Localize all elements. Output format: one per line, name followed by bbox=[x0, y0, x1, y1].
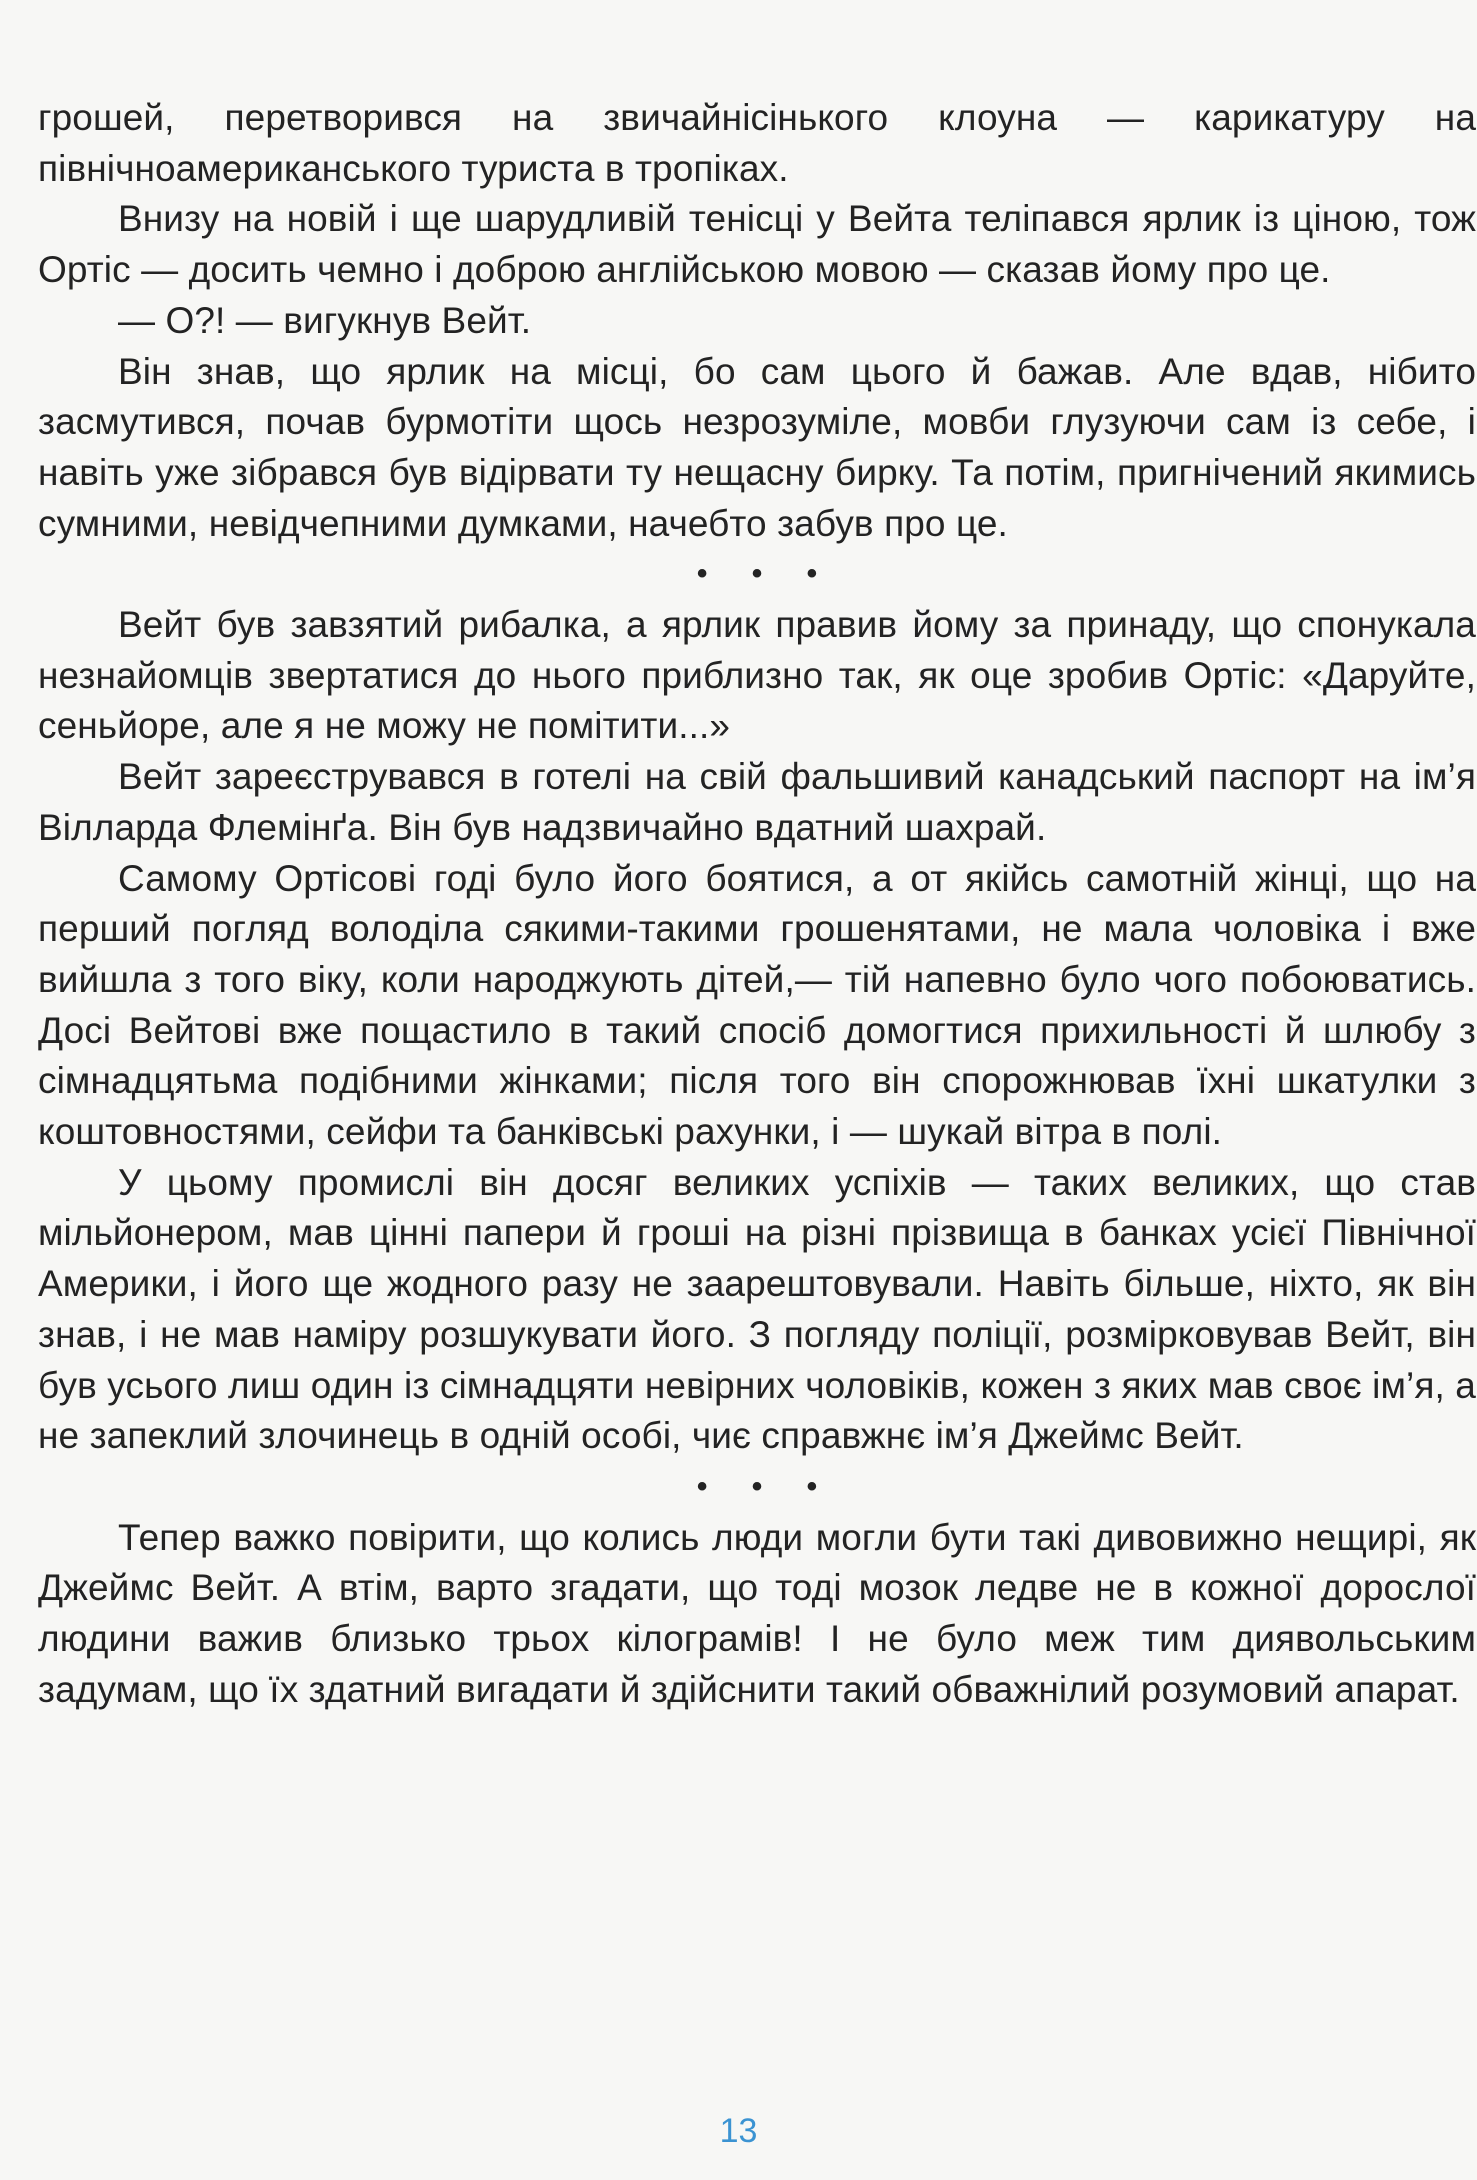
paragraph: Вейт був завзятий рибалка, а ярлик правив йому за принаду, що спонукала незнайомців звертатися до нього приблизно так, як оце зробив Ортіс: «Даруйте, сеньйоре, але я не можу не помітити...» bbox=[38, 604, 1476, 747]
section-separator: • • • bbox=[696, 1469, 836, 1503]
paragraph: Самому Ортісові годі було його боятися, а от якійсь самотній жінці, що на перший погляд володіла сякими-такими грошенятами, не мала чоловіка і вже вийшла з того віку, коли народжують дітей,— тій напевно було чого побоюватись. Досі Вейтові вже пощастило в такий спосіб домогтися прихильності й шлюбу з сімнадцятьма подібними жінками; після того він спорожнював їхні шкатулки з коштовностями, сейфи та банківські рахунки, і — шукай вітра в полі. bbox=[38, 857, 1476, 1153]
paragraph: Тепер важко повірити, що колись люди могли бути такі дивовижно нещирі, як Джеймс Вейт. А втім, варто згадати, що тоді мозок ледве не в кожної дорослої людини важив близько трьох кілограмів! І не було меж тим диявольським задумам, що їх здатний вигадати й здійснити такий обважнілий розумовий апарат. bbox=[38, 1516, 1476, 1710]
paragraph: У цьому промислі він досяг великих успіхів — таких великих, що став мільйонером, мав цінні папери й гроші на різні прізвища в банках усієї Північної Америки, і його ще жодного разу не заарештовували. Навіть більше, ніхто, як він знав, і не мав наміру розшукувати його. З погляду поліції, розмірковував Вейт, він був усього лиш один із сімнадцяти невірних чоловіків, кожен з яких мав своє ім’я, а не запеклий злочинець в одній особі, чиє справжнє ім’я Джеймс Вейт. bbox=[38, 1161, 1476, 1457]
section-separator: • • • bbox=[696, 557, 836, 591]
paragraph: — О?! — вигукнув Вейт. bbox=[118, 299, 532, 341]
paragraph: Вейт зареєструвався в готелі на свій фальшивий канадський паспорт на ім’я Вілларда Флемінґа. Він був надзвичайно вдатний шахрай. bbox=[38, 756, 1476, 848]
page-number: 13 bbox=[719, 2112, 758, 2150]
paragraph: Він знав, що ярлик на місці, бо сам цього й бажав. Але вдав, нібито засмутився, почав бурмотіти щось незрозуміле, мовби глузуючи сам із себе, і навіть уже зібрався був відірвати ту нещасну бирку. Та потім, пригнічений якимись сумними, невідчепними думками, начебто забув про це. bbox=[38, 350, 1476, 544]
paragraph: грошей, перетворився на звичайнісінького клоуна — карикатуру на північноамериканського туриста в тропіках. bbox=[38, 97, 1476, 189]
paragraph: Внизу на новій і ще шарудливій тенісці у Вейта теліпався ярлик із ціною, тож Ортіс — досить чемно і доброю англійською мовою — сказав йому про це. bbox=[38, 198, 1476, 291]
body-text bbox=[38, 93, 1476, 1715]
